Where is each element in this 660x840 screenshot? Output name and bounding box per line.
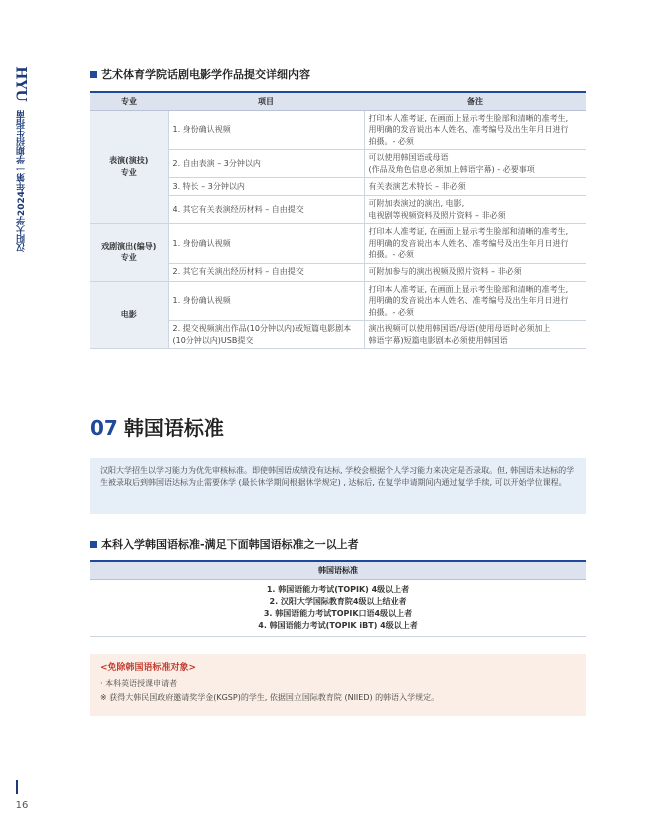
section-number: 07 xyxy=(90,416,118,440)
table-row xyxy=(90,281,586,321)
section-heading-text: 艺术体育学院话剧电影学作品提交详细内容 xyxy=(101,68,310,81)
section-heading xyxy=(90,536,586,552)
table-header-row xyxy=(90,92,586,110)
list-item: 3. 韩国语能力考试TOPIK口语4级以上者 xyxy=(263,608,413,618)
info-box: 汉阳大学招生以学习能力为优先审核标准。即使韩国语成绩没有达标, 学校会根据个人学习能力来决定是否录取。但, 韩国语未达标的学生被录取后到韩国语达标为止需要休学 (最长休学期间根据休学规定) , 达标后, 在复学申请期间内通过复学手续, 可以开始学位课程。 xyxy=(90,458,586,514)
section-title xyxy=(90,412,224,441)
note-cell: 打印本人准考证, 在画面上显示考生脸部和清晰的准考生, 用明确的发音说出本人姓名、准考编号及出生年月日进行 拍摄。- 必须 xyxy=(364,281,586,321)
section-art-submission xyxy=(90,66,586,349)
exempt-line: · 本科英语授课申请者 xyxy=(100,679,178,688)
category-acting xyxy=(90,110,168,224)
sidebar xyxy=(0,0,44,840)
page-number: 16 xyxy=(15,800,29,811)
table-header-row xyxy=(90,561,586,579)
item-cell: 4. 其它有关表演经历材料 – 自由提交 xyxy=(168,196,364,224)
hyu-logo xyxy=(10,64,32,104)
sidebar-title xyxy=(8,110,34,320)
korean-standard-table xyxy=(90,560,586,637)
exempt-title: <免除韩国语标准对象> xyxy=(100,663,197,673)
note-cell: 可以使用韩国语或母语 (作品及角色信息必须加上韩语字幕) - 必要事项 xyxy=(364,150,586,178)
item-cell: 2. 提交视频演出作品(10分钟以内)或短篇电影剧本 (10分钟以内)USB提交 xyxy=(168,321,364,349)
note-cell: 打印本人准考证, 在画面上显示考生脸部和清晰的准考生, 用明确的发音说出本人姓名、准考编号及出生年月日进行 拍摄。- 必须 xyxy=(364,224,586,264)
list-item: 1. 韩国语能力考试(TOPIK) 4级以上者 xyxy=(266,584,410,594)
item-cell: 2. 自由表演 – 3分钟以内 xyxy=(168,150,364,178)
item-cell: 3. 特长 – 3分钟以内 xyxy=(168,178,364,196)
section-heading xyxy=(90,66,586,82)
category-label: 戏剧演出(编导) 专业 xyxy=(101,241,157,263)
column-header: 韩国语标准 xyxy=(90,561,586,579)
submission-table xyxy=(90,91,586,349)
table-row xyxy=(90,224,586,264)
sidebar-title-text: 汉阳大学2024年第一学期招生指南 xyxy=(16,110,27,253)
table-row xyxy=(90,110,586,150)
note-cell: 演出视频可以使用韩国语/母语(使用母语时必须加上 韩语字幕)短篇电影剧本必须使用韩国语 xyxy=(364,321,586,349)
section-korean-standard xyxy=(90,536,586,637)
list-item: 4. 韩国语能力考试(TOPIK iBT) 4级以上者 xyxy=(258,620,418,630)
item-cell: 2. 其它有关演出经历材料 – 自由提交 xyxy=(168,263,364,281)
table-row xyxy=(90,579,586,636)
standard-list-cell xyxy=(90,579,586,636)
note-cell: 打印本人准考证, 在画面上显示考生脸部和清晰的准考生, 用明确的发音说出本人姓名、准考编号及出生年月日进行 拍摄。- 必须 xyxy=(364,110,586,150)
column-header: 项目 xyxy=(168,92,364,110)
category-label: 表演(演技) 专业 xyxy=(109,156,149,177)
column-header: 备注 xyxy=(364,92,586,110)
item-cell: 1. 身份确认视频 xyxy=(168,281,364,321)
category-label: 电影 xyxy=(120,310,137,319)
section-title-text: 韩国语标准 xyxy=(123,416,224,440)
list-item: 2. 汉阳大学国际教育院4级以上结业者 xyxy=(269,596,407,606)
column-header: 专业 xyxy=(90,92,168,110)
note-cell: 可附加参与的演出视频及照片资料 – 非必须 xyxy=(364,263,586,281)
exempt-box xyxy=(90,654,586,716)
category-film xyxy=(90,281,168,349)
logo-text: HYU xyxy=(13,66,29,102)
note-cell: 可附加表演过的演出, 电影, 电视剧等视频资料及照片资料 – 非必须 xyxy=(364,196,586,224)
category-directing xyxy=(90,224,168,282)
item-cell: 1. 身份确认视频 xyxy=(168,224,364,264)
section-heading-text: 本科入学韩国语标准-满足下面韩国语标准之一以上者 xyxy=(101,538,359,551)
page-number-divider xyxy=(16,780,18,794)
exempt-line: ※ 获得大韩民国政府邀请奖学金(KGSP)的学生, 依据国立国际教育院 (NIIED) 的韩语入学规定。 xyxy=(100,693,440,702)
item-cell: 1. 身份确认视频 xyxy=(168,110,364,150)
square-bullet-icon xyxy=(90,541,97,548)
square-bullet-icon xyxy=(90,71,97,78)
note-cell: 有关表演艺术特长 – 非必须 xyxy=(364,178,586,196)
